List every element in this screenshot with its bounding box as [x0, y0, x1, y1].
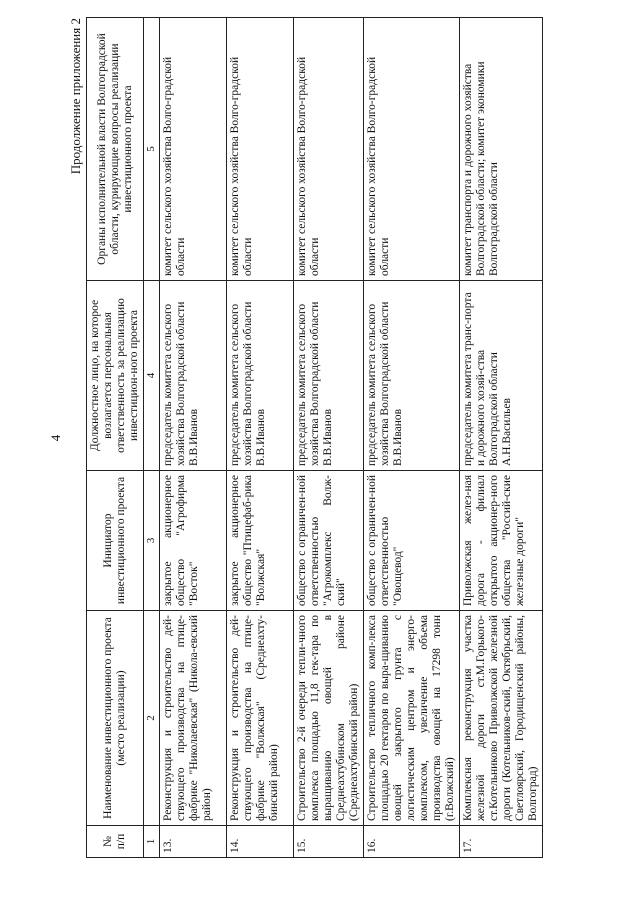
authority: комитет транспорта и дорожного хозяйства Волгоградской области; комитет экономики Волгоградской области	[460, 18, 543, 281]
initiator: закрытое акционерное общество "Агрофирма "Восток"	[160, 471, 227, 611]
header-project-name: Наименование инвестиционного проекта (место реализации)	[87, 611, 144, 826]
rotated-document-page	[38, 8, 613, 868]
col-index: 2	[144, 611, 160, 826]
table-row	[160, 18, 227, 858]
row-number: 17.	[460, 826, 543, 858]
responsible-person: председатель комитета сельского хозяйства Волгоградской области В.В.Иванов	[364, 281, 460, 471]
projects-table	[86, 17, 543, 858]
header-initiator: Инициатор инвестиционного проекта	[87, 471, 144, 611]
row-number: 14.	[227, 826, 294, 858]
initiator: Приволжская желез-ная дорога - филиал открытого акционер-ного общества "Россий-ские железные дороги"	[460, 471, 543, 611]
authority: комитет сельского хозяйства Волго-градской области	[227, 18, 294, 281]
col-index: 5	[144, 18, 160, 281]
col-index: 3	[144, 471, 160, 611]
table-row	[294, 18, 364, 858]
project-name: Строительство тепличного комп-лекса площадью 20 гектаров по выра-щиванию овощей закрытого грунта с логистическим центром и энерго-комплексом, увеличение объема производства овощей на 17298 тонн (г.Волжский)	[364, 611, 460, 826]
authority: комитет сельского хозяйства Волго-градской области	[160, 18, 227, 281]
table-header-row	[87, 18, 144, 858]
col-index: 1	[144, 826, 160, 858]
responsible-person: председатель комитета сельского хозяйства Волгоградской области В.В.Иванов	[294, 281, 364, 471]
initiator: общество с ограничен-ной ответственностью "Агрокомплекс Волж-ский"	[294, 471, 364, 611]
row-number: 15.	[294, 826, 364, 858]
column-index-row	[144, 18, 160, 858]
header-responsible-person: Должностное лицо, на которое возлагается персональная ответственность за реализацию инвестицион-ного проекта	[87, 281, 144, 471]
row-number: 13.	[160, 826, 227, 858]
authority: комитет сельского хозяйства Волго-градской области	[364, 18, 460, 281]
responsible-person: председатель комитета транс-порта и дорожного хозяй-ства Волгоградской области А.Н.Васильев	[460, 281, 543, 471]
header-number: № п/п	[87, 826, 144, 858]
col-index: 4	[144, 281, 160, 471]
row-number: 16.	[364, 826, 460, 858]
page-number: 4	[48, 434, 63, 442]
project-name: Реконструкция и строительство дей-ствующего производства на птице-фабрике "Николаевская" (Никола-евский район)	[160, 611, 227, 826]
initiator: закрытое акционерное общество "Птицефаб-рика "Волжская"	[227, 471, 294, 611]
responsible-person: председатель комитета сельского хозяйства Волгоградской области В.В.Иванов	[160, 281, 227, 471]
continuation-caption: Продолжение приложения 2	[68, 18, 83, 175]
project-name: Комплексная реконструкция участка железной дороги ст.М.Горького-ст.Котельниково Приволжской железной дороги (Котельников-ский, Октябрьский, Светлоярский, Городищенский районы, Волгоград)	[460, 611, 543, 826]
project-name: Реконструкция и строительство дей-ствующего производства на птице-фабрике "Волжская" (Среднеахту-бинский район)	[227, 611, 294, 826]
responsible-person: председатель комитета сельского хозяйства Волгоградской области В.В.Иванов	[227, 281, 294, 471]
initiator: общество с ограничен-ной ответственностью "Овощевод"	[364, 471, 460, 611]
table-row	[227, 18, 294, 858]
project-name: Строительство 2-й очереди тепли-чного комплекса площадью 11,8 гек-тара по выращиванию овощей в Среднеахтубинском районе (Среднеахтубинский район)	[294, 611, 364, 826]
table-row	[460, 18, 543, 858]
table-row	[364, 18, 460, 858]
authority: комитет сельского хозяйства Волго-градской области	[294, 18, 364, 281]
header-authority: Органы исполнительной власти Волгоградской области, курирующие вопросы реализации инвестиционного проекта	[87, 18, 144, 281]
